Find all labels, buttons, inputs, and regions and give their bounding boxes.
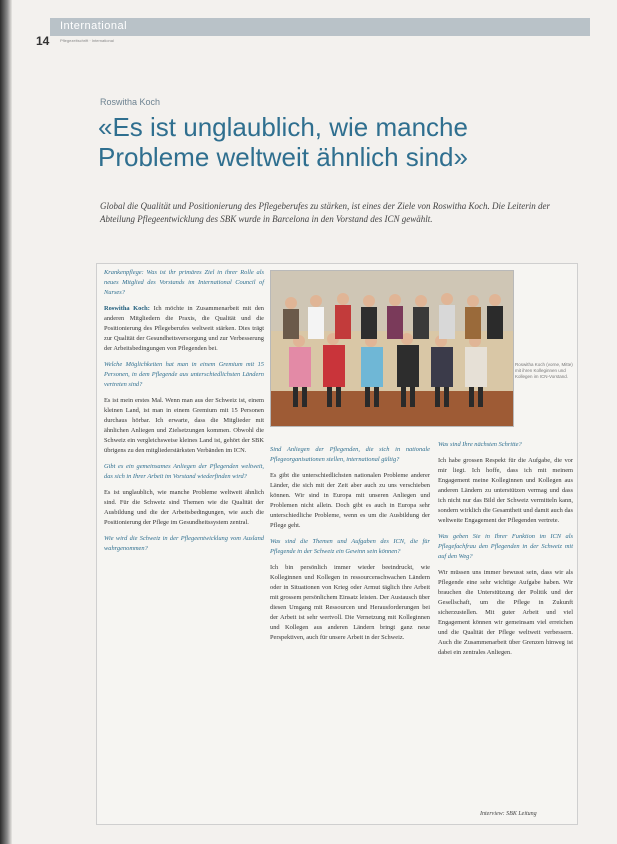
article-column-2 <box>270 445 430 649</box>
speaker-label: Roswitha Koch: <box>104 305 150 312</box>
answer-text: Ich bin persönlich immer wieder beeindruckt, wie Kolleginnen und Kollegen in ressourcenschwachen Ländern oder in Situationen von Krieg oder Armut täglich ihre Arbeit mit grossem persönlichem Einsatz leisten. Der Austausch über diesen Umgang mit Ressourcen und Herausforderungen bei der Arbeit ist sehr wertvoll. Die Vernetzung mit Kolleginnen und Kollegen aus anderen Ländern bringt ganz neue Perspektiven, auch für unsere Arbeit in der Schweiz. <box>270 564 430 641</box>
question-text: Was geben Sie in Ihrer Funktion im ICN als Pflegefachfrau den Pflegenden in der Schweiz mit auf den Weg? <box>438 533 573 560</box>
question-paragraph <box>104 360 264 390</box>
article-column-1 <box>104 268 264 560</box>
answer-paragraph <box>438 456 573 526</box>
lead-paragraph: Global die Qualität und Positionierung des Pflegeberufes zu stärken, ist eines der Ziele von Roswitha Koch. Die Leiterin der Abteilung Pflegeentwicklung des SBK wurde in Barcelona in den Vorstand des ICN gewählt. <box>100 201 550 224</box>
answer-text: Wir müssen uns immer bewusst sein, dass wir als Pflegende eine sehr wichtige Aufgabe haben. Wir brauchen die Unterstützung der Politik und der Gesellschaft, um die Pflege in Zukunft sicherzustellen. Mit guter Arbeit und viel Engagement können wir gemeinsam viel erreichen und die Qualität der Pflege weltweit verbessern. Auch die Zusammenarbeit über Grenzen hinweg ist dabei ein zentrales Anliegen. <box>438 569 573 656</box>
answer-paragraph <box>104 488 264 528</box>
article-column-3 <box>438 440 573 664</box>
author-tag: Roswitha Koch <box>100 97 161 107</box>
answer-text: Ich möchte in Zusammenarbeit mit den anderen Mitgliedern die Praxis, die Qualität und die Positionierung des Pflegeberufes weltweit stärken. Dies trägt zur Qualität der Gesundheitsversorgung und zur Verbesserung der Arbeitsbedingungen von Pflegenden bei. <box>104 305 264 352</box>
page-number: 14 <box>36 34 50 48</box>
answer-text: Es gibt die unterschiedlichsten nationalen Probleme anderer Länder, die sich mit der Zeit aber auch zu uns verschieben können. Wir sind in Europa mit unseren Anliegen und Problemen nicht allein. Doch gibt es auch in Europa sehr unterschiedliche Probleme, wenn es um die Ausbildung der Pflege geht. <box>270 472 430 529</box>
answer-paragraph <box>438 568 573 658</box>
signature: Interview: SBK Leitung <box>480 811 537 817</box>
question-text: Welche Möglichkeiten hat man in einem Gremium mit 15 Personen, in dem Pflegende aus unterschiedlichsten Ländern vertreten sind? <box>104 361 264 388</box>
question-paragraph <box>104 534 264 554</box>
section-bar <box>50 18 590 36</box>
question-paragraph <box>270 537 430 557</box>
question-text: Krankenpflege: Was ist ihr primäres Ziel in ihrer Rolle als neues Mitglied des Vorstands im International Council of Nurses? <box>104 269 264 296</box>
question-text: Was sind Ihre nächsten Schritte? <box>438 441 522 448</box>
question-text: Wie wird die Schweiz in der Pflegeentwicklung vom Ausland wahrgenommen? <box>104 535 264 552</box>
photo-caption: Roswitha Koch (vorne, Mitte) mit ihren Kolleginnen und Kollegen im ICN-Vorstand. <box>515 362 573 379</box>
question-paragraph <box>438 440 573 450</box>
question-paragraph <box>270 445 430 465</box>
question-text: Gibt es ein gemeinsames Anliegen der Pflegenden weltweit, das sich in Ihrer Arbeit im Vorstand wiederfinden wird? <box>104 463 264 480</box>
headline: «Es ist unglaublich, wie manche Probleme weltweit ähnlich sind» <box>98 112 468 172</box>
question-paragraph <box>104 462 264 482</box>
answer-text: Es ist mein erstes Mal. Wenn man aus der Schweiz ist, einem kleinen Land, ist man in einem Gremium mit 15 Personen durchaus hörbar. Ich erwarte, dass die Mitglieder mit ähnlichen Anliegen und Zielsetzungen kommen. Obwohl die Schweiz ein vergleichsweise kleines Land ist, gehört der SBK übrigens zu den mitgliederstärksten Verbänden im ICN. <box>104 397 264 454</box>
answer-paragraph <box>104 304 264 354</box>
scan-edge <box>0 0 12 844</box>
group-photo <box>270 270 514 427</box>
question-text: Sind Anliegen der Pflegenden, die sich in nationale Pflegeorganisationen stellen, international gültig? <box>270 446 430 463</box>
question-paragraph <box>438 532 573 562</box>
answer-paragraph <box>270 563 430 643</box>
answer-text: Ich habe grossen Respekt für die Aufgabe, die vor mir liegt. Ich hoffe, dass ich mit meinem Engagement meine Kolleginnen und Kollegen aus anderen Ländern zu unterstützen vermag und dass ich nicht nur das Bild der Schweiz vermitteln kann, sondern wirklich die Gesamtheit und damit auch das weltweite Engagement der Pflegenden vertrete. <box>438 457 573 524</box>
answer-paragraph <box>270 471 430 531</box>
question-paragraph <box>104 268 264 298</box>
answer-text: Es ist unglaublich, wie manche Probleme weltweit ähnlich sind. Für die Schweiz sind Themen wie die Qualität der Ausbildung und die der Arbeitsbedingungen, wie auch die Positionierung der Pflege im Gesundheitssystem zentral. <box>104 489 264 526</box>
question-text: Was sind die Themen und Aufgaben des ICN, die für Pflegende in der Schweiz ein Gewinn sein können? <box>270 538 430 555</box>
running-head: Pflegezeitschrift · International <box>60 38 114 43</box>
answer-paragraph <box>104 396 264 456</box>
section-label: International <box>60 20 128 32</box>
